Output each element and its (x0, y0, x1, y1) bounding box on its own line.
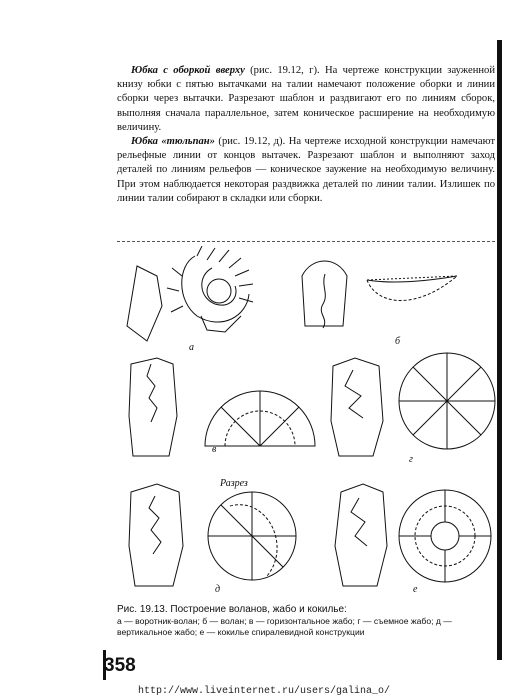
label-v: в (212, 444, 217, 455)
caption-legend: а — воротник-волан; б — волан; в — горизонтальное жабо; г — съемное жабо; д — вертикальное жабо; е — кокилье спиралевидной конструкции (117, 616, 452, 637)
body-text (117, 64, 495, 206)
figure-a-collar-ruffle (127, 246, 253, 353)
label-a: а (189, 342, 194, 353)
figure-b-ruffle (302, 261, 457, 347)
section-rule (117, 241, 495, 242)
label-e: е (413, 584, 418, 595)
figure-g-removable-jabot (331, 353, 495, 465)
label-b: б (395, 336, 401, 347)
watermark-url: http://www.liveinternet.ru/users/galina_o/ (138, 686, 391, 697)
figure-e-spiral-cascade (335, 484, 491, 595)
paragraph-text: (рис. 19.12, г). На чертеже конструкции зауженной книзу юбки с пятью вытачками на талии намечают положение оборки и линии сборки через вытачки. Разрезают шаблон и раздвигают его по линиям сборок, выполняя сначала параллельное, затем коническое расширение на необходимую величину. (117, 65, 495, 133)
figure-19-13 (117, 246, 497, 602)
figure-d-vertical-jabot (129, 478, 296, 595)
paragraph-lead: Юбка с оборкой вверху (131, 65, 245, 76)
figure-caption (117, 604, 495, 638)
page-number: 358 (104, 655, 136, 676)
paragraph (117, 135, 495, 206)
cut-label: Разрез (220, 478, 248, 489)
paragraph-text: (рис. 19.12, д). На чертеже исходной конструкции намечают рельефные линии от концов вытачек. Разрезают шаблон и выполняют заход деталей по линиям рельефов — коническое заужение на необходимую величину. При этом наблюдается некоторая раздвижка деталей по линии талии. Излишек по линии талии собирают в складки или сборки. (117, 136, 495, 204)
paragraph-lead: Юбка «тюльпан» (131, 136, 215, 148)
figure-v-horizontal-jabot (129, 358, 315, 456)
paragraph (117, 64, 495, 135)
label-g: г (409, 454, 413, 465)
label-d: д (215, 584, 221, 595)
scan-edge-shadow (497, 40, 502, 660)
caption-title: Рис. 19.13. Построение воланов, жабо и кокилье: (117, 604, 347, 615)
